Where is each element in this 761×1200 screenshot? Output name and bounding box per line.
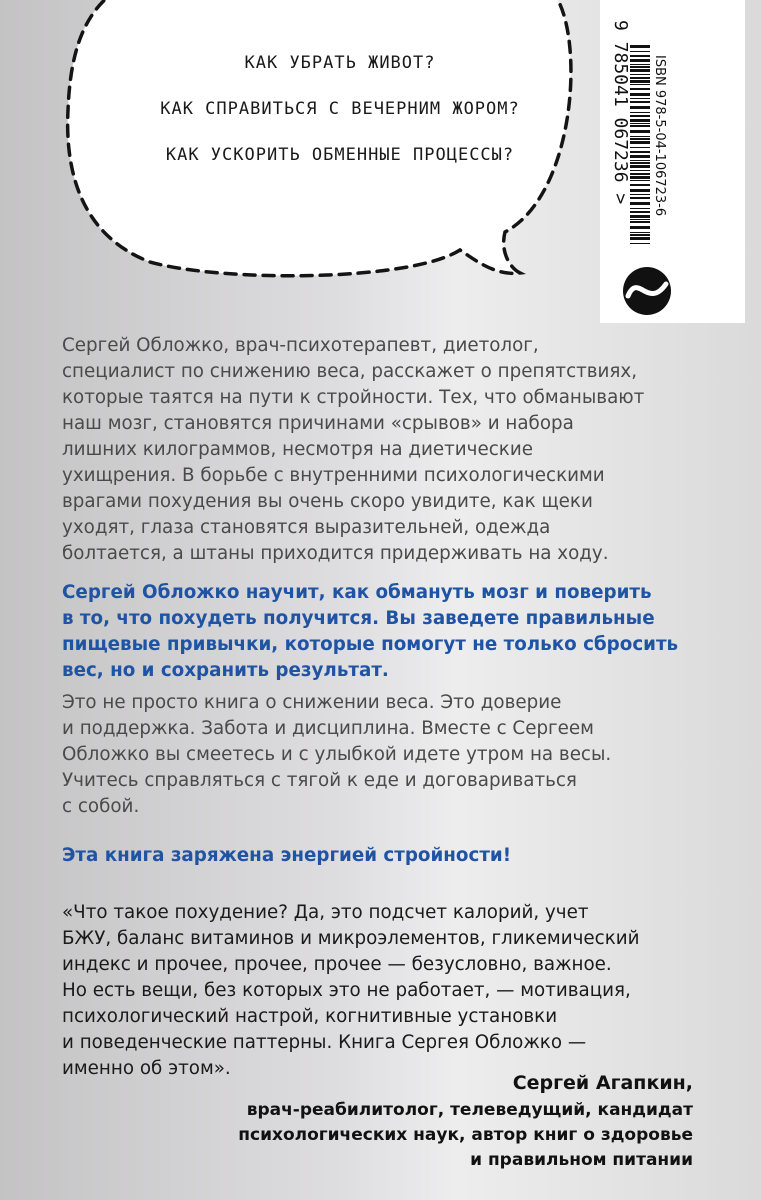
signature-description	[238, 1098, 693, 1173]
body-line: Обложко вы смеетесь и с улыбкой идете утром на весы.	[62, 744, 612, 765]
body-line: с собой.	[62, 796, 140, 817]
publisher-logo-icon	[618, 262, 676, 320]
signature-line: и правильном питании	[470, 1150, 693, 1170]
signature-line: врач-реабилитолог, телеведущий, кандидат	[246, 1100, 693, 1120]
intro-line: врагами похудения вы очень скоро увидите, как щеки	[62, 491, 593, 512]
body-line: и поддержка. Забота и дисциплина. Вместе с Сергеем	[62, 718, 594, 739]
intro-line: болтается, а штаны приходится придерживать на ходу.	[62, 543, 609, 564]
question-3: КАК УСКОРИТЬ ОБМЕННЫЕ ПРОЦЕССЫ?	[165, 145, 515, 165]
intro-line: ухищрения. В борьбе с внутренними психологическими	[62, 465, 605, 486]
signature-name: Сергей Агапкин,	[512, 1072, 693, 1094]
intro-line: уходят, глаза становятся выразительней, одежда	[62, 517, 551, 538]
question-2: КАК СПРАВИТЬСЯ С ВЕЧЕРНИМ ЖОРОМ?	[160, 99, 520, 119]
quote-line: индекс и прочее, прочее, прочее — безусловно, важное.	[62, 954, 612, 975]
quote-line: психологический настрой, когнитивные установки	[62, 1006, 558, 1027]
quote-line: и поведенческие паттерны. Книга Сергея Обложко —	[62, 1032, 587, 1053]
body-line: Учитесь справляться с тягой к еде и договариваться	[62, 770, 577, 791]
isbn-text: ISBN 978-5-04-106723-6	[652, 55, 667, 217]
tagline: Эта книга заряжена энергией стройности!	[62, 845, 512, 866]
barcode-digits: 9 785041 067236 >	[610, 20, 631, 205]
cover-questions	[150, 40, 530, 178]
intro-line: наш мозг, становятся причинами «срывов» и набора	[62, 413, 574, 434]
highlight-line: Сергей Обложко научит, как обмануть мозг и поверить	[62, 582, 652, 603]
barcode-icon	[630, 45, 650, 245]
intro-line: лишних килограммов, несмотря на диетические	[62, 439, 533, 460]
quote-paragraph	[62, 900, 702, 1082]
body-paragraph	[62, 690, 702, 820]
highlight-line: вес, но и сохранить результат.	[62, 660, 389, 681]
highlight-line: пищевые привычки, которые помогут не только сбросить	[62, 634, 679, 655]
intro-line: специалист по снижению веса, расскажет о препятствиях,	[62, 361, 638, 382]
signature-line: психологических наук, автор книг о здоровье	[238, 1125, 693, 1145]
intro-paragraph	[62, 333, 702, 567]
highlight-line: в то, что похудеть получится. Вы заведете правильные	[62, 608, 655, 629]
intro-line: Сергей Обложко, врач-психотерапевт, диетолог,	[62, 335, 539, 356]
body-line: Это не просто книга о снижении веса. Это доверие	[62, 692, 562, 713]
quote-line: Но есть вещи, без которых это не работает, — мотивация,	[62, 980, 631, 1001]
highlight-paragraph	[62, 580, 702, 684]
intro-line: которые таятся на пути к стройности. Тех, что обманывают	[62, 387, 645, 408]
quote-line: БЖУ, баланс витаминов и микроэлементов, гликемический	[62, 928, 640, 949]
signature-block	[238, 1068, 693, 1173]
quote-line: именно об этом».	[62, 1058, 231, 1079]
quote-line: «Что такое похудение? Да, это подсчет калорий, учет	[62, 902, 589, 923]
question-1: КАК УБРАТЬ ЖИВОТ?	[244, 53, 436, 73]
